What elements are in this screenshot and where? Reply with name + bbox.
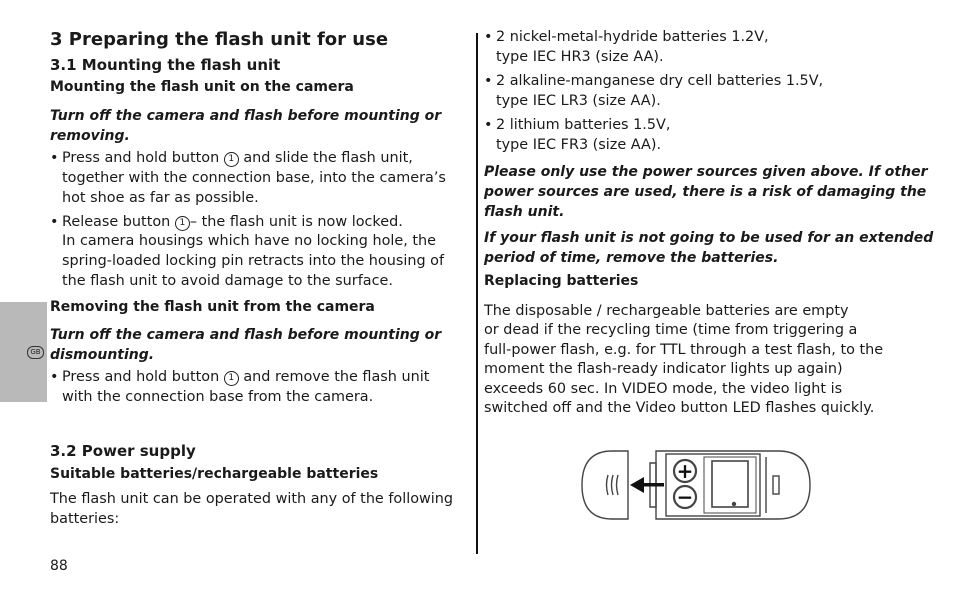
warning-storage-line1: If your flash unit is not going to be used for an extended bbox=[484, 230, 934, 246]
warning-storage-line2: period of time, remove the batteries. bbox=[484, 250, 779, 266]
column-divider bbox=[476, 33, 478, 554]
battery-type: type IEC LR3 (size AA). bbox=[496, 93, 661, 109]
step-text: Release button bbox=[62, 214, 171, 230]
warning-mount-line2: removing. bbox=[50, 128, 130, 144]
battery-cover bbox=[582, 451, 628, 519]
bullet: • bbox=[50, 150, 59, 166]
button-number-icon: 1 bbox=[175, 216, 190, 231]
step-text: the flash unit to avoid damage to the surface. bbox=[62, 273, 393, 289]
bullet: • bbox=[50, 369, 59, 385]
side-latch bbox=[773, 476, 779, 494]
step-text: and remove the flash unit bbox=[238, 369, 430, 385]
language-badge: GB bbox=[27, 346, 44, 359]
removal-arrow-icon bbox=[630, 477, 664, 493]
battery-type: 2 alkaline-manganese dry cell batteries 1.5V, bbox=[496, 73, 824, 89]
bullet: • bbox=[484, 117, 493, 133]
warning-dismount-line1: Turn off the camera and flash before mounting or bbox=[50, 327, 442, 343]
battery-compartment-figure bbox=[578, 447, 814, 523]
paragraph-line: switched off and the Video button LED flashes quickly. bbox=[484, 400, 875, 416]
heading-mount-on-camera: Mounting the flash unit on the camera bbox=[50, 79, 354, 95]
indicator-dot bbox=[733, 503, 736, 506]
warning-power-line3: flash unit. bbox=[484, 204, 565, 220]
heading-replacing-batteries: Replacing batteries bbox=[484, 273, 639, 289]
button-number-icon: 1 bbox=[224, 371, 239, 386]
paragraph-line: moment the flash-ready indicator lights up again) bbox=[484, 361, 843, 377]
grip-ridges-icon bbox=[607, 475, 619, 495]
battery-type: type IEC HR3 (size AA). bbox=[496, 49, 664, 65]
heading-remove-from-camera: Removing the flash unit from the camera bbox=[50, 299, 375, 315]
page-number: 88 bbox=[50, 558, 68, 574]
step-text: and slide the flash unit, bbox=[238, 150, 413, 166]
paragraph-line: or dead if the recycling time (time from triggering a bbox=[484, 322, 858, 338]
paragraph-line: The disposable / rechargeable batteries are empty bbox=[484, 303, 849, 319]
battery-label-plate bbox=[712, 461, 748, 507]
paragraph-line: exceeds 60 sec. In VIDEO mode, the video light is bbox=[484, 381, 843, 397]
section-title: 3 Preparing the flash unit for use bbox=[50, 29, 389, 50]
paragraph-line: batteries: bbox=[50, 511, 120, 527]
subsection-title-mounting: 3.1 Mounting the flash unit bbox=[50, 56, 281, 74]
battery-type: 2 nickel-metal-hydride batteries 1.2V, bbox=[496, 29, 769, 45]
warning-mount-line1: Turn off the camera and flash before mounting or bbox=[50, 108, 442, 124]
button-number-icon: 1 bbox=[224, 152, 239, 167]
minus-icon: − bbox=[676, 485, 694, 509]
step-text: hot shoe as far as possible. bbox=[62, 190, 259, 206]
step-text: Press and hold button bbox=[62, 150, 220, 166]
bullet: • bbox=[484, 29, 493, 45]
subsection-title-power: 3.2 Power supply bbox=[50, 442, 196, 460]
step-text: together with the connection base, into the camera’s bbox=[62, 170, 446, 186]
paragraph-line: The flash unit can be operated with any of the following bbox=[50, 491, 454, 507]
step-text: spring-loaded locking pin retracts into the housing of bbox=[62, 253, 445, 269]
step-text: with the connection base from the camera. bbox=[62, 389, 374, 405]
paragraph-line: full-power flash, e.g. for TTL through a test flash, to the bbox=[484, 342, 884, 358]
warning-power-line2: power sources are used, there is a risk of damaging the bbox=[484, 184, 927, 200]
warning-dismount-line2: dismounting. bbox=[50, 347, 155, 363]
plus-icon: + bbox=[676, 459, 694, 483]
heading-suitable-batteries: Suitable batteries/rechargeable batteries bbox=[50, 466, 379, 482]
warning-power-line1: Please only use the power sources given above. If other bbox=[484, 164, 928, 180]
battery-type: 2 lithium batteries 1.5V, bbox=[496, 117, 671, 133]
bullet: • bbox=[50, 214, 59, 230]
bullet: • bbox=[484, 73, 493, 89]
step-text: – the flash unit is now locked. bbox=[189, 214, 403, 230]
battery-type: type IEC FR3 (size AA). bbox=[496, 137, 662, 153]
step-text: Press and hold button bbox=[62, 369, 220, 385]
step-text: In camera housings which have no locking hole, the bbox=[62, 233, 437, 249]
